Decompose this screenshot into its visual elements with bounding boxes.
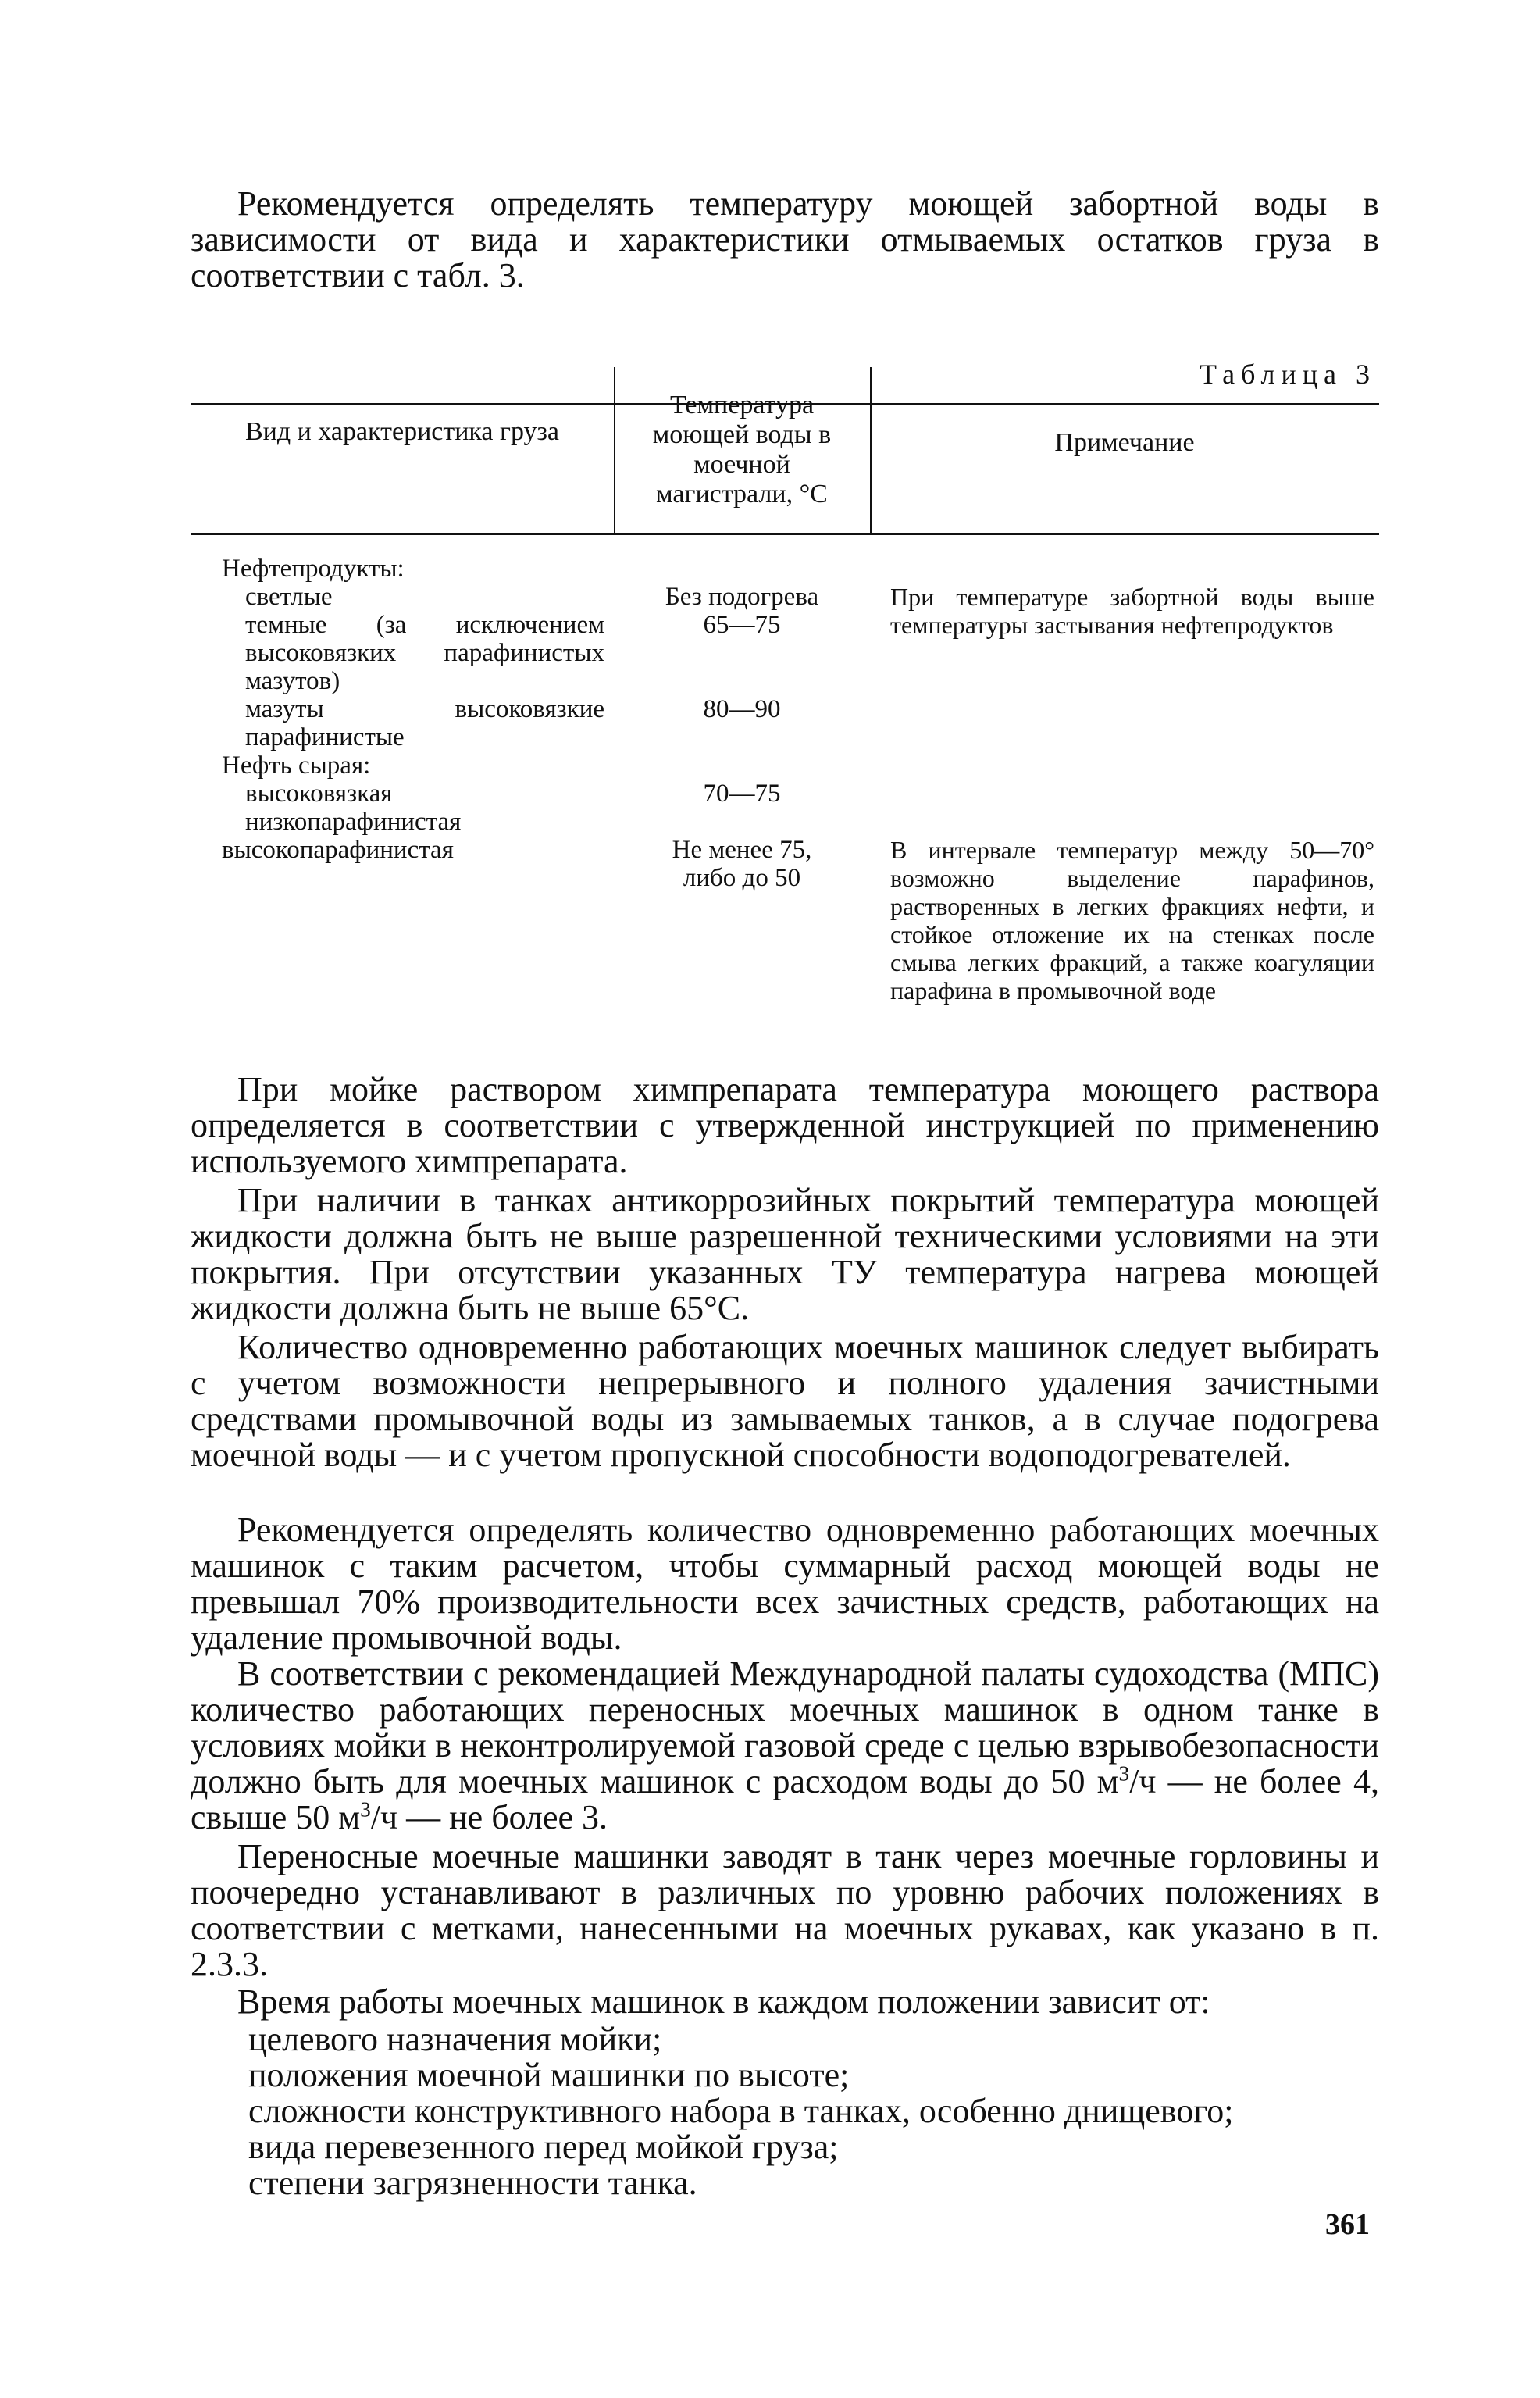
ics-text-part-1: В соответствии с рекомендацией Международной палаты судоходства (МПС) количество работающих переносных моечных машинок в одном танке в условиях мойки в неконтролируемой газовой среде с целью взрывобезопасности должно быть для моечных машинок с расходом воды до 50 м: [191, 1654, 1379, 1800]
list-item: сложности конструктивного набора в танках, особенно днищевого;: [248, 2092, 1234, 2130]
row-light-temp: Без подогрева: [665, 583, 819, 611]
row-dark-label: темные (за исключением высоковязких парафинистых мазутов): [245, 611, 604, 695]
header-cargo-type: Вид и характеристика груза: [244, 417, 560, 446]
row-low-paraffin-temp: 70—75: [703, 780, 781, 808]
row-low-paraffin-label: высоковязкая низкопарафинистая: [245, 780, 462, 836]
table-caption: Таблица 3: [1200, 359, 1376, 390]
header-bottom-rule: [191, 533, 1379, 535]
ics-superscript-2: 3: [360, 1797, 371, 1822]
header-note: Примечание: [1054, 428, 1195, 457]
paragraph-portable-machines: Переносные моечные машинки заводят в танк через моечные горловины и поочередно устанавливают в различных по уровню рабочих положениях в соответствии с метками, нанесенными на моечных рукавах, как указано в п. 2.3.3.: [191, 1837, 1379, 1983]
row-petroleum-products: Нефтепродукты:: [222, 555, 405, 583]
paragraph-machine-count: Количество одновременно работающих моечных машинок следует выбирать с учетом возможности непрерывного и полного удаления зачистными средствами промывочной воды из замываемых танков, а в случае подогрева моечной воды — и с учетом пропускной способности водоподогревателей.: [191, 1328, 1379, 1474]
row-fuel-oil-label: мазуты высоковязкие парафинистые: [245, 695, 604, 751]
header-temperature: Температура моющей воды в моечной магистрали, °С: [652, 391, 832, 509]
intro-paragraph: Рекомендуется определять температуру моющей забортной воды в зависимости от вида и характеристики отмываемых остатков груза в соответствии с табл. 3.: [191, 184, 1379, 294]
paragraph-working-time: Время работы моечных машинок в каждом положении зависит от:: [237, 1982, 1210, 2021]
note-light-products: При температуре забортной воды выше температуры застывания нефтепродуктов: [890, 583, 1374, 639]
ics-text-part-3: /ч — не более 3.: [370, 1798, 608, 1836]
header-divider-1: [614, 367, 615, 533]
paragraph-chemical-washing: При мойке раствором химпрепарата температура моющего раствора определяется в соответствии с утвержденной инструкцией по применению используемого химпрепарата.: [191, 1070, 1379, 1180]
list-item: целевого назначения мойки;: [248, 2020, 662, 2058]
ics-text-part-2: /ч — не более 4, свыше 50 м: [191, 1762, 1379, 1836]
paragraph-ics-recommendation: [191, 1656, 1379, 1836]
row-crude-oil: Нефть сырая:: [222, 751, 371, 780]
paragraph-water-consumption: Рекомендуется определять количество одновременно работающих моечных машинок с таким расчетом, чтобы суммарный расход моющей воды не превышал 70% производительности всех зачистных средств, работающих на удаление промывочной воды.: [191, 1511, 1379, 1657]
row-fuel-oil-temp: 80—90: [703, 695, 781, 723]
header-divider-2: [870, 367, 872, 533]
list-item: вида перевезенного перед мойкой груза;: [248, 2128, 839, 2166]
row-high-paraffin-label: высокопарафинистая: [222, 836, 454, 864]
list-item: степени загрязненности танка.: [248, 2164, 697, 2202]
row-light-label: светлые: [245, 583, 333, 611]
row-dark-temp: 65—75: [703, 611, 781, 639]
paragraph-anticorrosion: При наличии в танках антикоррозийных покрытий температура моющей жидкости должна быть не выше разрешенной техническими условиями на эти покрытия. При отсутствии указанных ТУ температура нагрева моющей жидкости должна быть не выше 65°С.: [191, 1181, 1379, 1327]
row-high-paraffin-temp: Не менее 75, либо до 50: [672, 836, 812, 892]
page-number: 361: [1325, 2208, 1370, 2241]
note-high-paraffin: В интервале температур между 50—70° возможно выделение парафинов, растворенных в легких фракциях нефти, и стойкое отложение их на стенках после смыва легких фракций, а также коагуляции парафина в промывочной воде: [890, 836, 1374, 1005]
list-item: положения моечной машинки по высоте;: [248, 2056, 850, 2094]
ics-superscript-1: 3: [1118, 1761, 1130, 1786]
